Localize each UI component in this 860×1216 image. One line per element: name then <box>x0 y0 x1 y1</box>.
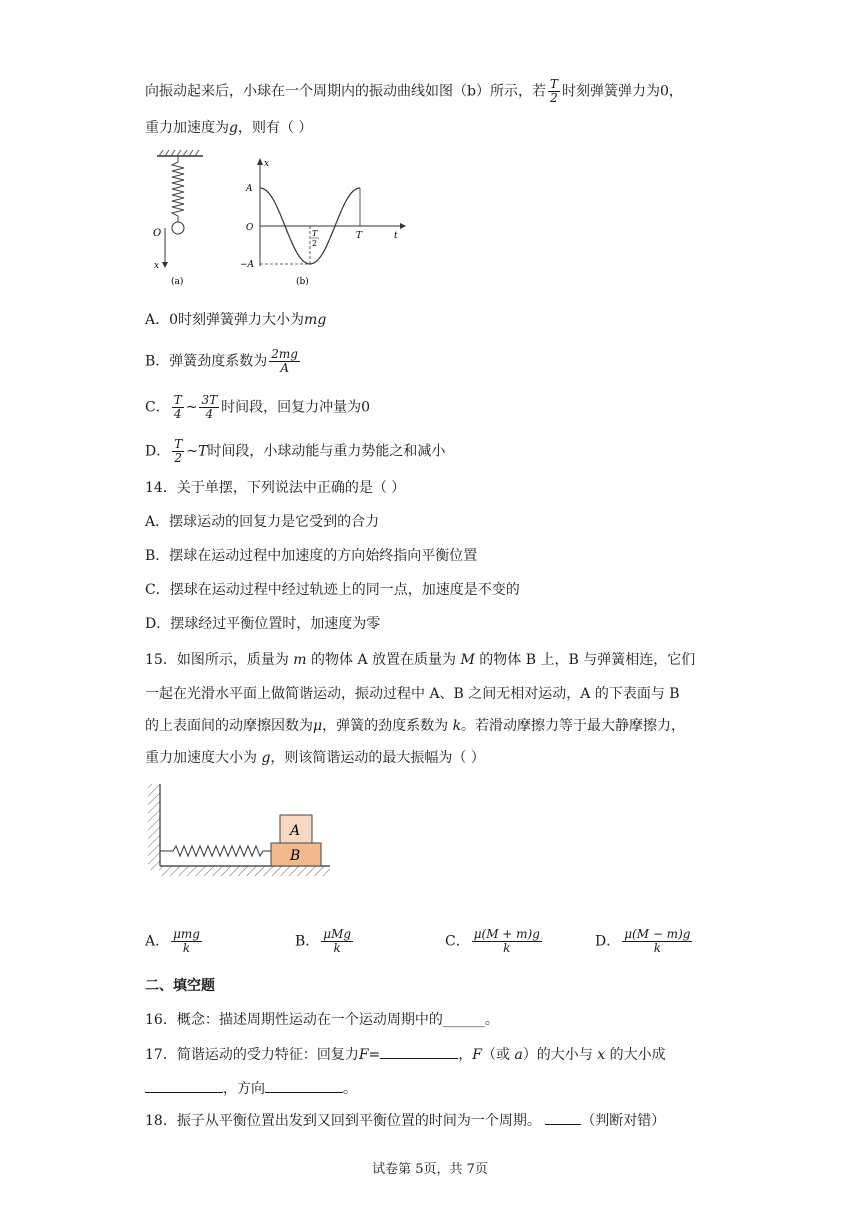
figure-b-vibration-curve <box>240 156 410 288</box>
fig-b-amplitude-label: A <box>246 184 253 194</box>
q17-blank-2[interactable] <box>145 1078 223 1093</box>
q13-option-a: A．0时刻弹簧弹力大小为mg <box>145 312 327 328</box>
fig-a-caption: (a) <box>171 277 184 287</box>
q14-option-b: B．摆球在运动过程中加速度的方向始终指向平衡位置 <box>145 548 478 564</box>
spring-constant-fraction: $\frac{2mg}{A}$ <box>271 347 298 375</box>
figure-spring-blocks <box>145 782 335 882</box>
block-b-label: B <box>290 848 301 864</box>
q13-intro-line2: 重力加速度为g，则有（ ） <box>145 120 313 136</box>
page-footer: 试卷第 5页，共 7页 <box>372 1162 488 1177</box>
fig-b-x-axis-label: x <box>264 159 270 169</box>
q15-stem-line2: 一起在光滑水平面上做简谐运动，振动过程中 A、B 之间无相对运动，A 的下表面与 B <box>145 686 680 702</box>
q17-blank-3[interactable] <box>265 1078 343 1093</box>
section-heading-fill-in: 二、填空题 <box>145 978 215 994</box>
q14-stem: 14．关于单摆，下列说法中正确的是（ ） <box>145 480 406 496</box>
fig-b-origin-label: O <box>246 223 254 233</box>
q15-option-b-fraction: $\frac{\text{μMg}}{k}$ <box>323 927 352 955</box>
q15-option-a: A． $\frac{\text{μmg}}{k}$ <box>145 927 200 955</box>
q15-stem-line1: 15．如图所示，质量为 m 的物体 A 放置在质量为 M 的物体 B 上，B 与弹簧相连，它们 <box>145 652 696 668</box>
q14-option-c: C．摆球在运动过程中经过轨迹上的同一点，加速度是不变的 <box>145 582 520 598</box>
q15-option-a-fraction: $\frac{\text{μmg}}{k}$ <box>173 927 200 955</box>
q15-option-d-fraction: $\frac{\mu(M - m)g}{k}$ <box>624 927 691 955</box>
q15-stem-line4: 重力加速度大小为 g，则该简谐运动的最大振幅为（ ） <box>145 750 485 766</box>
q18-blank[interactable] <box>545 1110 581 1125</box>
half-period-fraction: $\frac{T}{2}$ <box>174 437 183 465</box>
q16-text: 16．概念：描述周期性运动在一个运动周期中的______。 <box>145 1012 499 1028</box>
q18-text: 18．振子从平衡位置出发到又回到平衡位置的时间为一个周期。 （判断对错） <box>145 1110 665 1131</box>
q17-line1: 17．简谐运动的受力特征：回复力F= ，F（或 a）的大小与 x 的大小成 <box>145 1044 666 1065</box>
t-half-fraction: $\frac{T}{2}$ <box>549 77 558 105</box>
q13-option-b: B．弹簧劲度系数为 $\frac{2mg}{A}$ <box>145 347 298 375</box>
fig-b-neg-amplitude-label: −A <box>240 260 255 270</box>
fig-a-x-label: x <box>154 261 160 271</box>
block-a-label: A <box>290 823 301 839</box>
q17-blank-1[interactable] <box>380 1044 458 1059</box>
fig-b-caption: (b) <box>296 277 309 287</box>
fig-b-half-period-num: T <box>312 229 318 238</box>
figure-a-spring-oscillator <box>145 148 215 288</box>
q14-option-a: A．摆球运动的回复力是它受到的合力 <box>145 514 380 530</box>
fig-b-time-axis-label: t <box>394 231 398 241</box>
q15-option-c: C． $\frac{\mu(M + m)g}{k}$ <box>445 927 540 955</box>
q15-option-c-fraction: $\frac{\mu(M + m)g}{k}$ <box>473 927 540 955</box>
q15-option-b: B． $\frac{\text{μMg}}{k}$ <box>295 927 352 955</box>
fig-b-period-label: T <box>356 231 363 241</box>
q13-intro-line1: 向振动起来后，小球在一个周期内的振动曲线如图（b）所示，若 $\frac{T}{2}$ 时刻弹簧弹力为0， <box>145 77 683 105</box>
fig-a-origin-label: O <box>153 228 162 239</box>
q15-option-d: D． $\frac{\mu(M - m)g}{k}$ <box>595 927 691 955</box>
q13-option-d: D． $\frac{T}{2}$ ~T时间段，小球动能与重力势能之和减小 <box>145 437 446 465</box>
three-quarter-period-fraction: $\frac{3T}{4}$ <box>201 393 218 421</box>
quarter-period-fraction: $\frac{T}{4}$ <box>173 393 182 421</box>
q15-stem-line3: 的上表面间的动摩擦因数为μ，弹簧的劲度系数为 k。若滑动摩擦力等于最大静摩擦力， <box>145 718 686 734</box>
q13-option-c: C． $\frac{T}{4}$ ~ $\frac{3T}{4}$ 时间段，回复力冲量为0 <box>145 393 371 421</box>
fig-b-half-period-den: 2 <box>312 239 318 248</box>
q14-option-d: D．摆球经过平衡位置时，加速度为零 <box>145 616 381 632</box>
q17-line2: ，方向 。 <box>145 1078 357 1099</box>
